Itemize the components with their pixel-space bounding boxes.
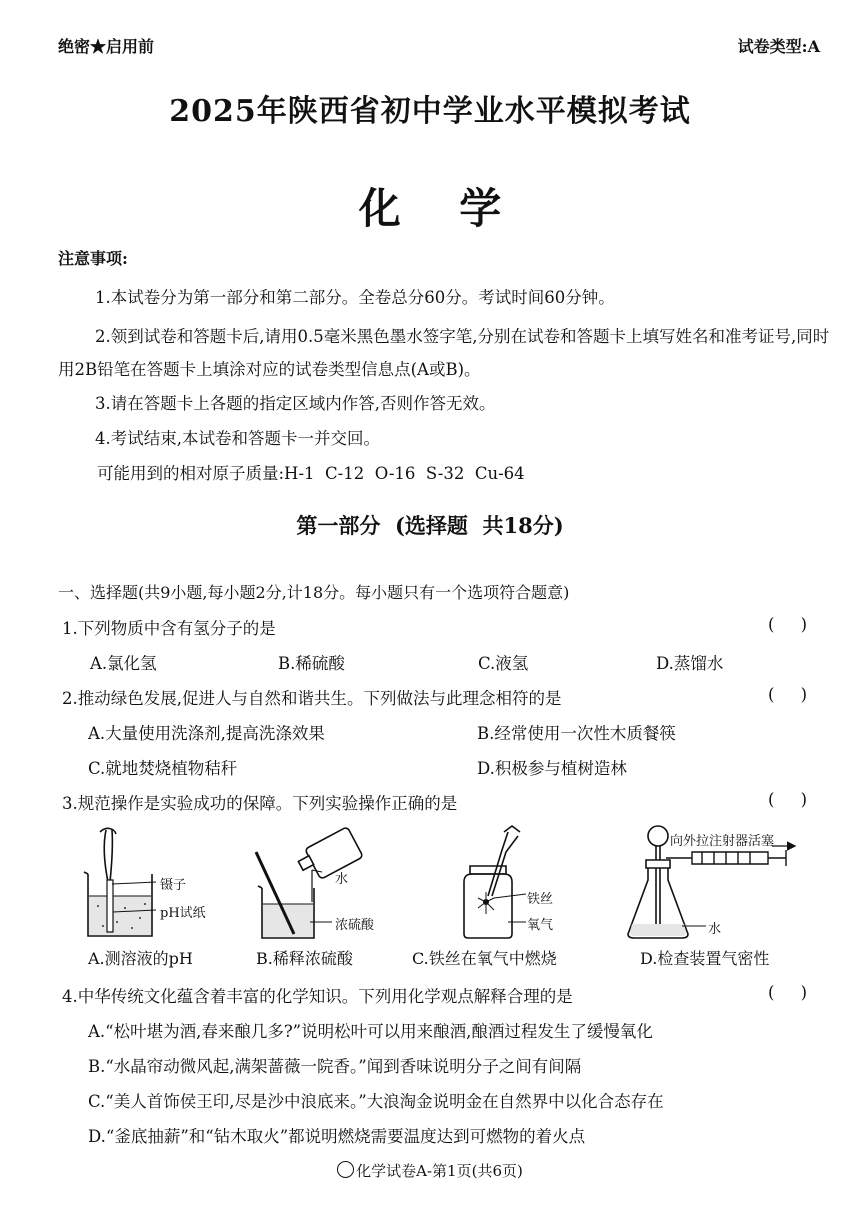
section-heading: 一、选择题(共9小题,每小题2分,计18分。每小题只有一个选项符合题意) [58, 583, 570, 602]
q3-caption-c: C.铁丝在氧气中燃烧 [412, 949, 557, 968]
label-ph-paper: pH试纸 [160, 906, 206, 921]
ph-paper-strip [107, 880, 113, 932]
label-syringe: 向外拉注射器活塞 [670, 834, 775, 849]
crucible-tongs-icon [488, 826, 520, 896]
answer-paren-2: ( ) [768, 685, 808, 704]
question-3-stem: 3.规范操作是实验成功的保障。下列实验操作正确的是 [62, 794, 458, 813]
q4-option-b: B.“水晶帘动微风起,满架蔷薇一院香。”闻到香味说明分子之间有间隔 [88, 1057, 582, 1076]
note-item-2: 2.领到试卷和答题卡后,请用0.5毫米黑色墨水签字笔,分别在试卷和答题卡上填写姓名和准考证号,同时用2B铅笔在答题卡上填涂对应的试卷类型信息点(A或B)。 [58, 327, 830, 379]
label-conc-acid: 浓硫酸 [335, 918, 375, 933]
solution-fill [89, 896, 151, 935]
exam-title: 2025年陕西省初中学业水平模拟考试 [169, 94, 691, 129]
figure-a-ph-test [70, 822, 240, 942]
q3-caption-b: B.稀释浓硫酸 [256, 949, 353, 968]
label-water-d: 水 [708, 922, 722, 937]
atomic-masses: 可能用到的相对原子质量:H-1 C-12 O-16 S-32 Cu-64 [97, 464, 525, 483]
q4-option-d: D.“釜底抽薪”和“钻木取火”都说明燃烧需要温度达到可燃物的着火点 [88, 1127, 586, 1146]
q4-option-c: C.“美人首饰侯王印,尽是沙中浪底来。”大浪淘金说明金在自然界中以化合态存在 [88, 1092, 664, 1111]
page-footer [0, 1160, 860, 1181]
q3-caption-a: A.测溶液的pH [88, 949, 193, 968]
funnel-icon [648, 826, 668, 924]
q2-option-d: D.积极参与植树造林 [477, 759, 627, 778]
syringe-icon [666, 850, 786, 866]
question-1-stem: 1.下列物质中含有氢分子的是 [62, 619, 276, 638]
confidential-mark: 绝密★启用前 [58, 37, 155, 56]
q2-option-c: C.就地焚烧植物秸秆 [88, 759, 238, 778]
answer-paren-3: ( ) [768, 790, 808, 809]
q4-option-a: A.“松叶堪为酒,春来酿几多?”说明松叶可以用来酿酒,酿酒过程发生了缓慢氧化 [88, 1022, 653, 1041]
answer-paren-4: ( ) [768, 983, 808, 1002]
note-item-3: 3.请在答题卡上各题的指定区域内作答,否则作答无效。 [95, 394, 496, 413]
q1-option-b: B.稀硫酸 [278, 654, 345, 673]
notes-heading: 注意事项: [58, 249, 128, 268]
paper-type: 试卷类型:A [737, 37, 820, 56]
footer-text: 化学试卷A-第1页(共6页) [356, 1162, 523, 1180]
question-4-stem: 4.中华传统文化蕴含着丰富的化学知识。下列用化学观点解释合理的是 [62, 987, 573, 1006]
tweezers-icon [100, 828, 116, 882]
note-item-4: 4.考试结束,本试卷和答题卡一并交回。 [95, 429, 380, 448]
q2-option-a: A.大量使用洗涤剂,提高洗涤效果 [88, 724, 325, 743]
label-tweezers: 镊子 [160, 878, 187, 893]
label-oxygen: 氧气 [527, 918, 554, 933]
question-2-stem: 2.推动绿色发展,促进人与自然和谐共生。下列做法与此理念相符的是 [62, 689, 562, 708]
reagent-bottle-icon [298, 827, 363, 880]
q1-option-c: C.液氢 [478, 654, 529, 673]
note-item-1: 1.本试卷分为第一部分和第二部分。全卷总分60分。考试时间60分钟。 [95, 288, 615, 307]
circled-logo-icon [337, 1161, 354, 1178]
q1-option-a: A.氯化氢 [90, 654, 157, 673]
q1-option-d: D.蒸馏水 [656, 654, 724, 673]
label-water: 水 [335, 872, 349, 887]
subject-title: 化 学 [358, 184, 502, 233]
label-iron-wire: 铁丝 [527, 892, 554, 907]
answer-paren-1: ( ) [768, 615, 808, 634]
q3-caption-d: D.检查装置气密性 [640, 949, 770, 968]
q2-option-b: B.经常使用一次性木质餐筷 [477, 724, 676, 743]
part1-title: 第一部分 (选择题 共18分) [296, 513, 564, 538]
